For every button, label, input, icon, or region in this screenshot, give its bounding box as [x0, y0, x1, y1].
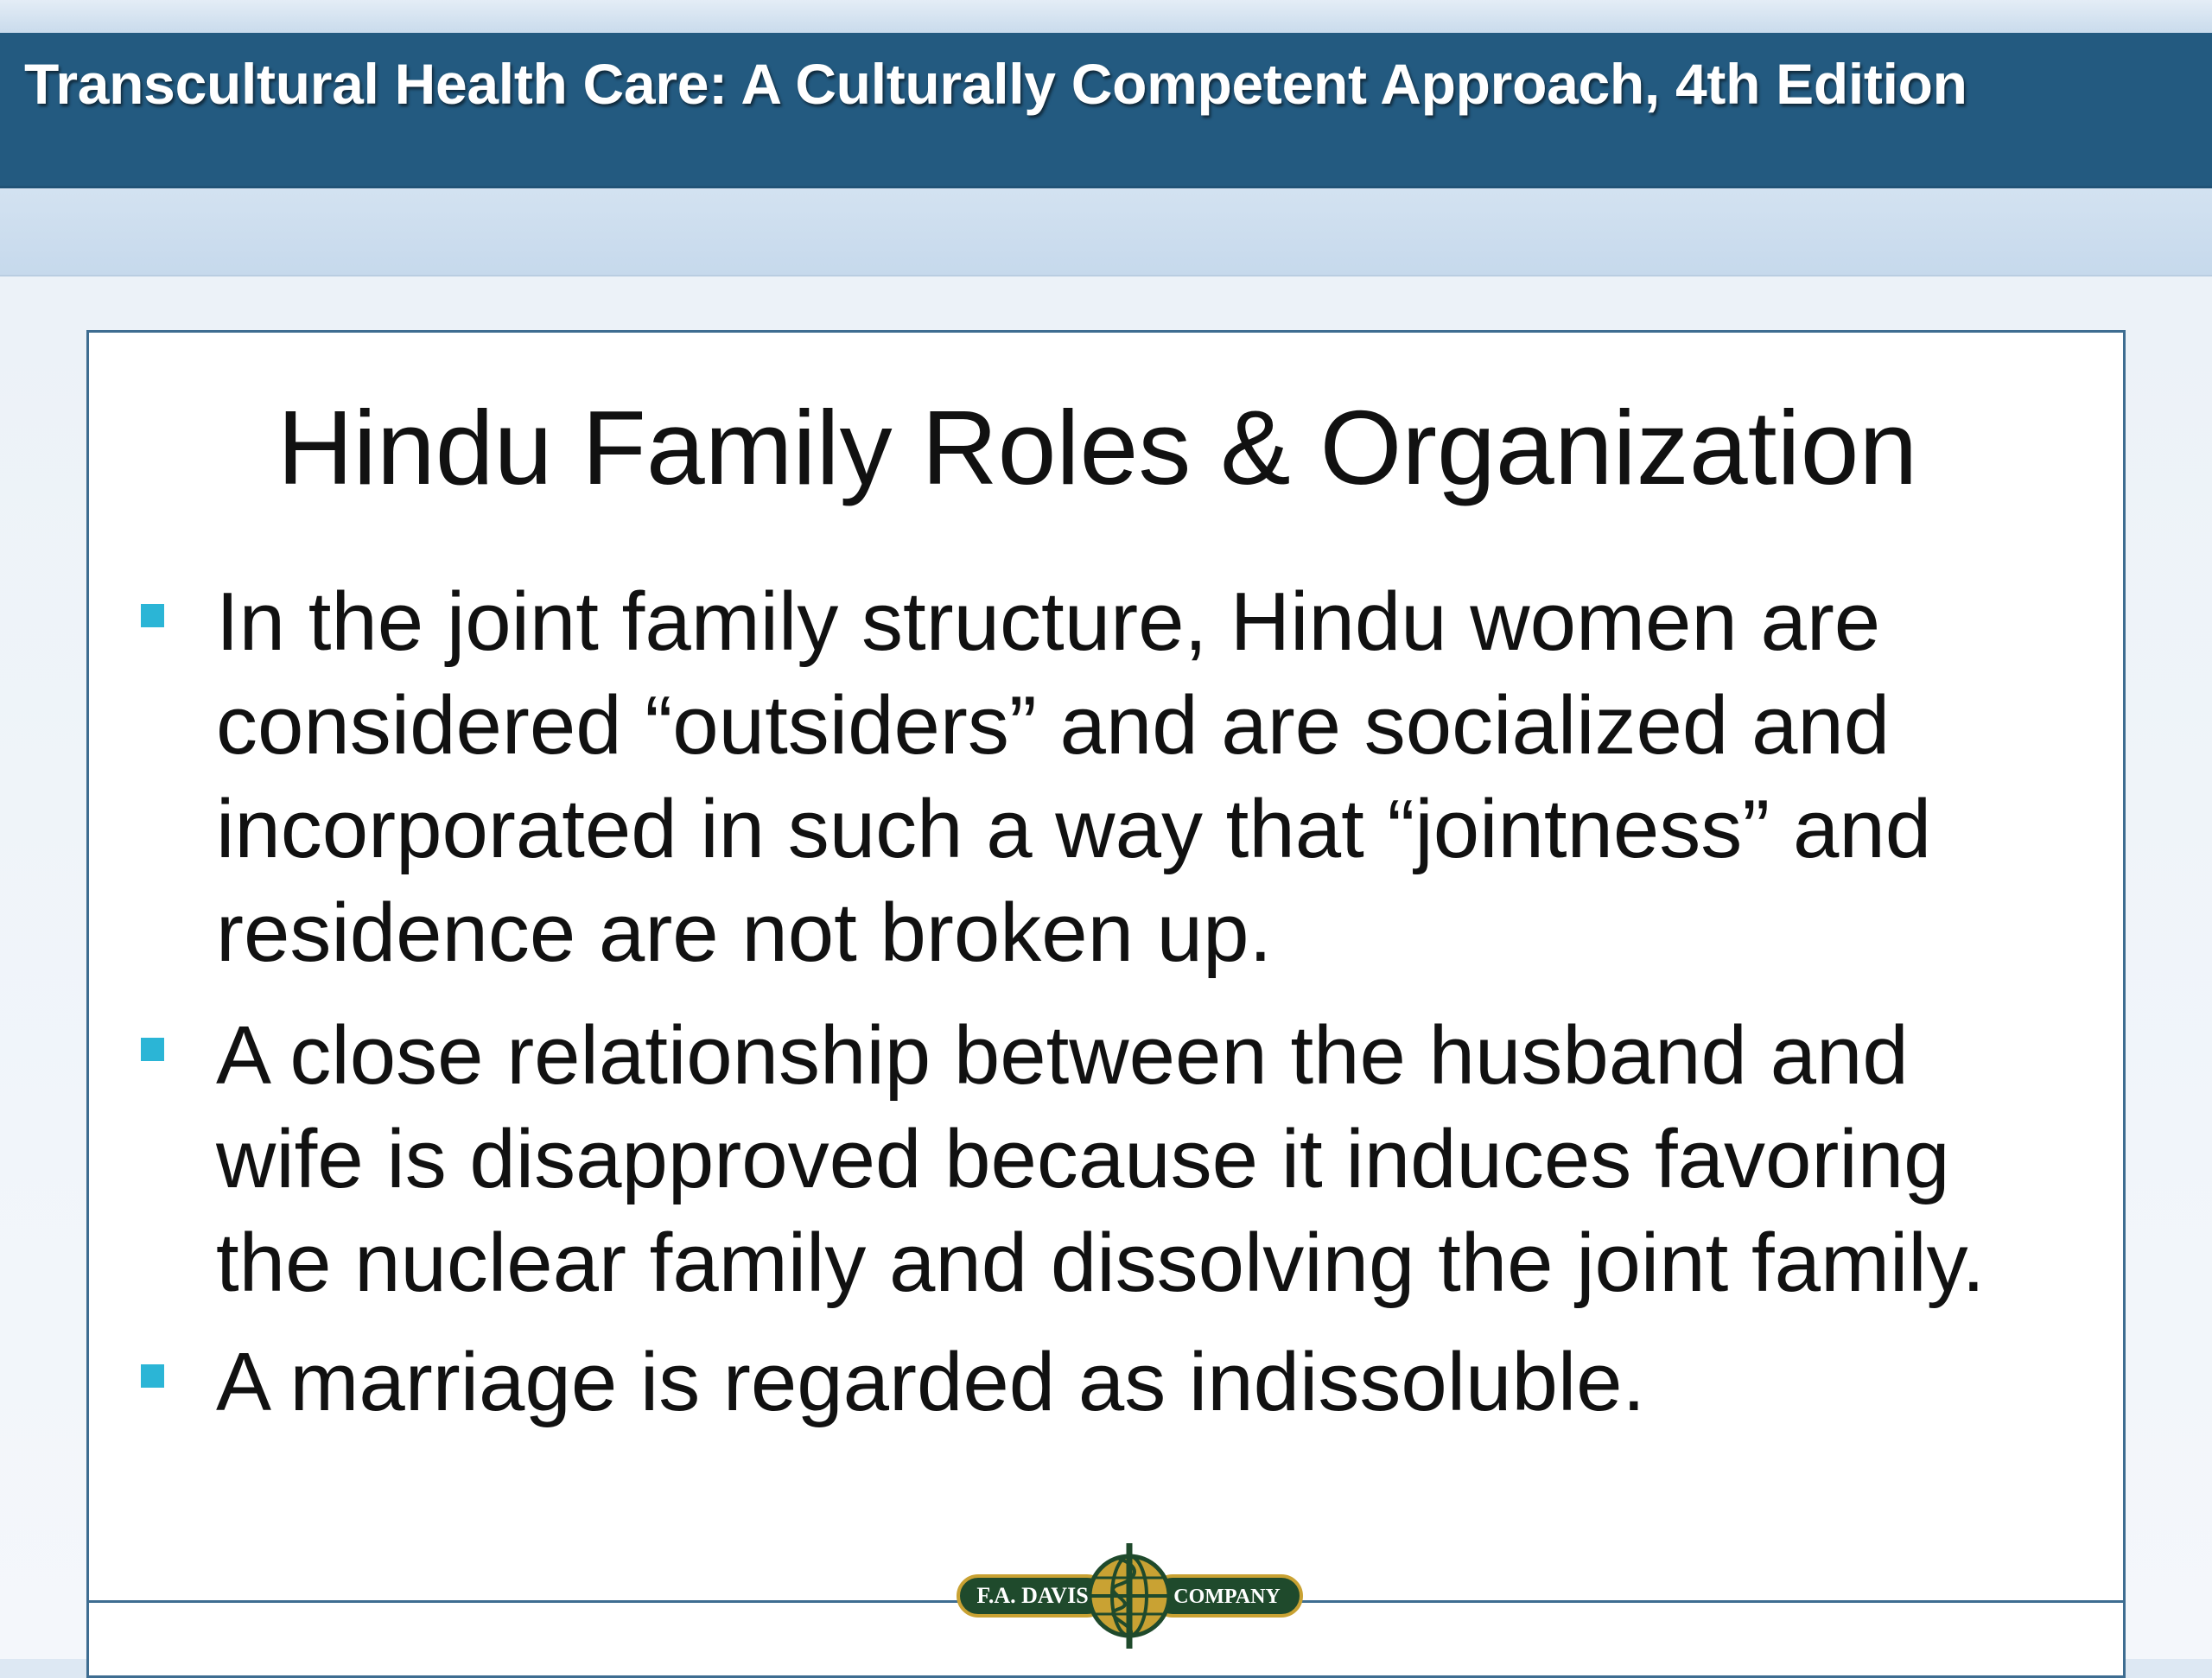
bullet-line: the nuclear family and dissolving the joint family.: [216, 1217, 1986, 1309]
bullet-text: [216, 1331, 2117, 1434]
bullet-line: In the joint family structure, Hindu women are: [216, 575, 1881, 668]
bullet-text: [216, 1004, 2117, 1315]
bullet-line: A close relationship between the husband and: [216, 1009, 1909, 1102]
bullet-text: [216, 570, 2117, 985]
logo-left-text: F.A. DAVIS: [976, 1583, 1089, 1608]
bullet-square-icon: [141, 1364, 164, 1388]
logo-right-text: COMPANY: [1173, 1586, 1281, 1608]
book-title: Transcultural Health Care: A Culturally Competent Approach, 4th Edition: [24, 52, 1967, 116]
bullet-line: wife is disapproved because it induces favoring: [216, 1113, 1950, 1205]
bullet-line: considered “outsiders” and are socialized and: [216, 679, 1891, 772]
bullet-line: residence are not broken up.: [216, 887, 1273, 979]
slide-title: Hindu Family Roles & Organization: [276, 389, 1918, 506]
fa-davis-logo: [955, 1540, 1305, 1652]
bullet-square-icon: [141, 604, 164, 627]
sub-band: [0, 188, 2212, 276]
top-strip: [0, 0, 2212, 33]
bullet-line: incorporated in such a way that “jointness” and: [216, 783, 1932, 875]
bullet-square-icon: [141, 1038, 164, 1061]
bullet-line: A marriage is regarded as indissoluble.: [216, 1336, 1646, 1428]
